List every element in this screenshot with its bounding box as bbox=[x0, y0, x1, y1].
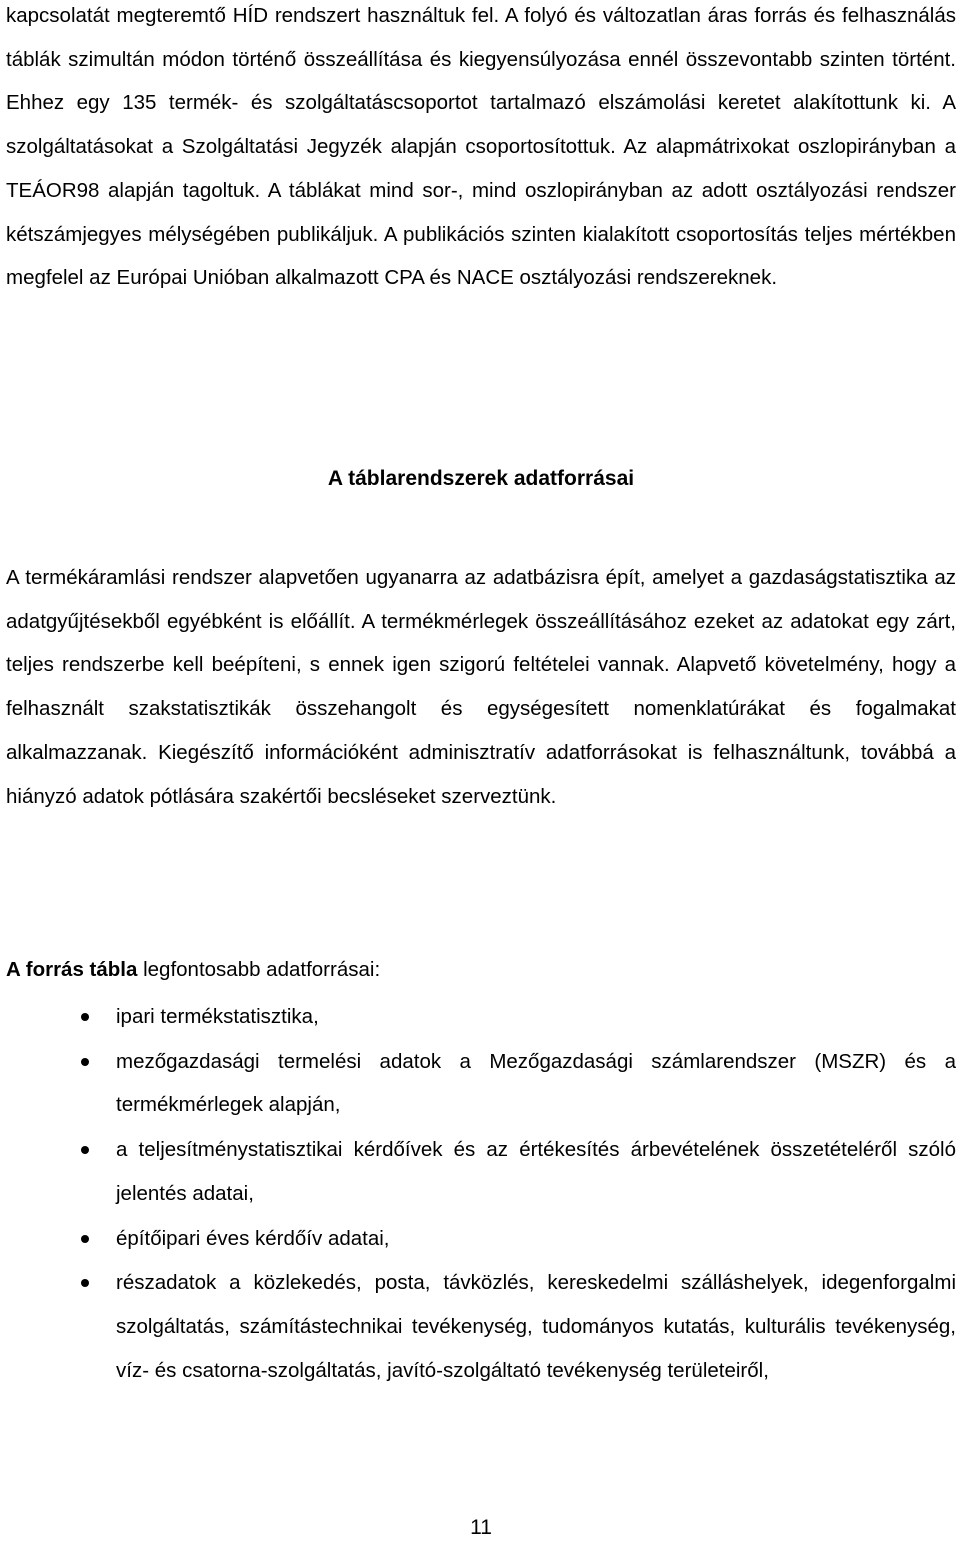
bullet-icon bbox=[81, 1279, 89, 1287]
list-item bbox=[6, 1217, 956, 1261]
intro-rest: legfontosabb adatforrásai: bbox=[137, 958, 381, 981]
bullet-icon bbox=[81, 1013, 89, 1021]
list-item bbox=[6, 995, 956, 1039]
list-item-text: ipari termékstatisztika, bbox=[116, 1005, 319, 1028]
bullet-icon bbox=[81, 1235, 89, 1243]
list-item bbox=[6, 1261, 956, 1392]
page-number: 11 bbox=[470, 1516, 492, 1539]
data-source-list bbox=[6, 995, 956, 1393]
bullet-icon bbox=[81, 1058, 89, 1066]
document-page bbox=[6, 0, 956, 1541]
list-item bbox=[6, 1040, 956, 1127]
list-item-text: részadatok a közlekedés, posta, távközlés, kereskedelmi szálláshelyek, idegenforgalmi szolgáltatás, számítástechnikai tevékenység, tudományos kutatás, kulturális tevékenység, víz- és csatorna-szolgáltatás, javító-szolgáltató tevékenység területeiről, bbox=[116, 1271, 956, 1382]
list-item bbox=[6, 1128, 956, 1215]
body-paragraph-1: kapcsolatát megteremtő HÍD rendszert használtuk fel. A folyó és változatlan áras forrás és felhasználás táblák szimultán módon történő összeállítása és kiegyensúlyozása ennél összevontabb szinten történt. Ehhez egy 135 termék- és szolgáltatáscsoportot tartalmazó elszámolási keretet alakítottunk ki. A szolgáltatásokat a Szolgáltatási Jegyzék alapján csoportosítottuk. Az alapmátrixokat oszlopirányban a TEÁOR98 alapján tagoltuk. A táblákat mind sor-, mind oszlopirányban az adott osztályozási rendszer kétszámjegyes mélységében publikáljuk. A publikációs szinten kialakított csoportosítás teljes mértékben megfelel az Európai Unióban alkalmazott CPA és NACE osztályozási rendszereknek. bbox=[6, 4, 956, 290]
body-paragraph-2: A termékáramlási rendszer alapvetően ugyanarra az adatbázisra épít, amelyet a gazdaságstatisztika az adatgyűjtésekből egyébként is előállít. A termékmérlegek összeállításához ezeket az adatokat egy zárt, teljes rendszerbe kell beépíteni, s ennek igen szigorú feltételei vannak. Alapvető követelmény, hogy a felhasznált szakstatisztikák összehangolt és egységesített nomenklatúrákat és fogalmakat alkalmazzanak. Kiegészítő információként adminisztratív adatforrásokat is felhasználtunk, továbbá a hiányzó adatok pótlására szakértői becsléseket szerveztünk. bbox=[6, 566, 956, 808]
list-item-text: a teljesítménystatisztikai kérdőívek és az értékesítés árbevételének összetételéről szóló jelentés adatai, bbox=[116, 1138, 956, 1205]
source-table-intro bbox=[6, 948, 956, 992]
intro-bold: A forrás tábla bbox=[6, 958, 138, 981]
list-item-text: mezőgazdasági termelési adatok a Mezőgazdasági számlarendszer (MSZR) és a termékmérlegek alapján, bbox=[116, 1049, 956, 1117]
bullet-icon bbox=[81, 1146, 89, 1154]
list-item-text: építőipari éves kérdőív adatai, bbox=[116, 1226, 390, 1250]
section-heading: A táblarendszerek adatforrásai bbox=[327, 467, 635, 490]
